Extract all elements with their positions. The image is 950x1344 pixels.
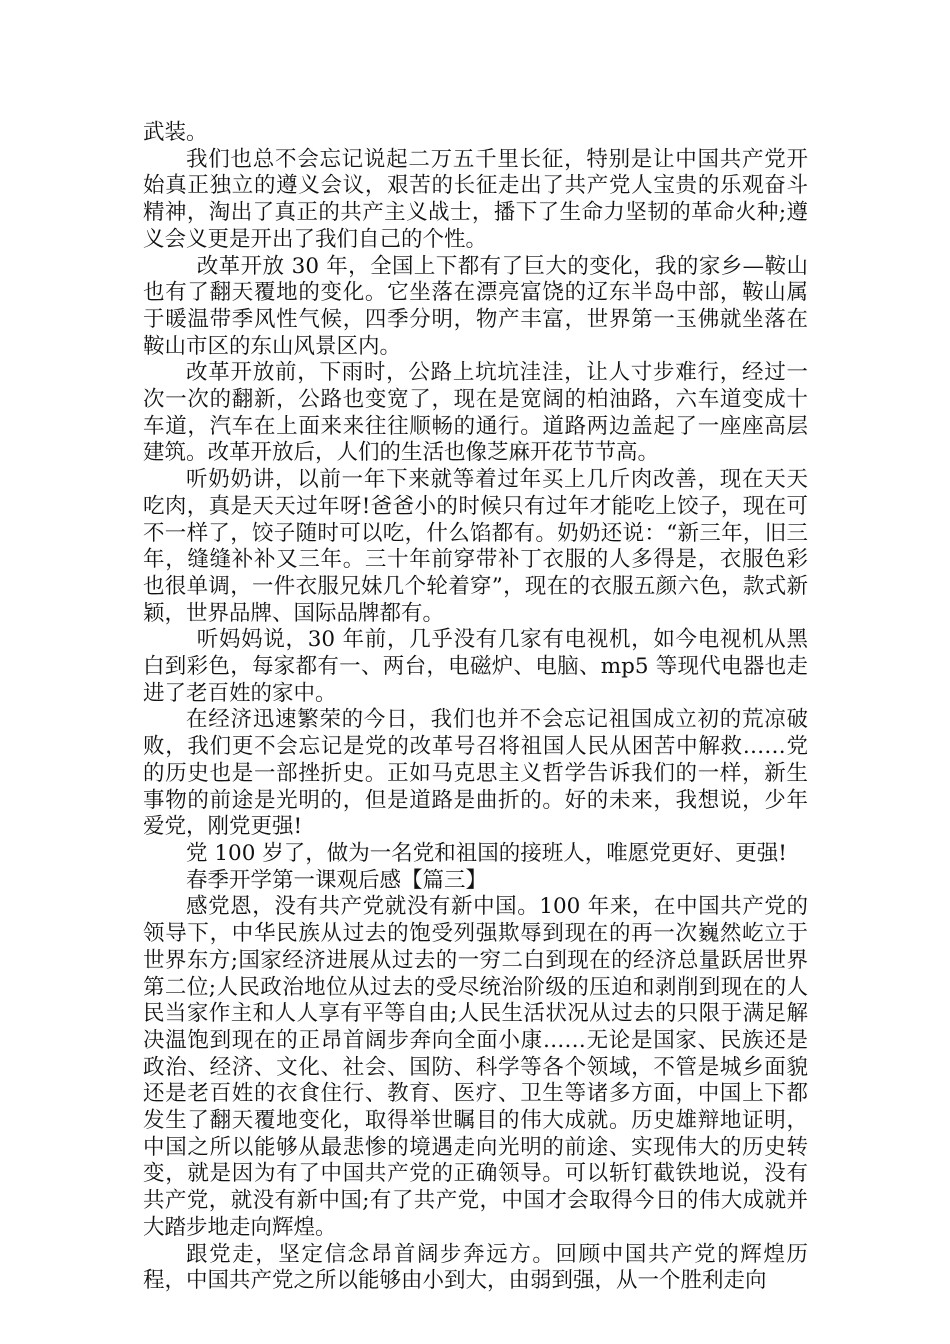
paragraph-long-march: 我们也总不会忘记说起二万五千里长征，特别是让中国共产党开始真正独立的遵义会议，艰苦的长征走出了共产党人宝贵的乐观奋斗精神，淘出了真正的共产主义战士，播下了生命力坚韧的革命火种;遵义会义更是开出了我们自己的个性。 <box>143 146 808 252</box>
paragraph-gratitude: 感党恩，没有共产党就没有新中国。100 年来，在中国共产党的领导下，中华民族从过去的饱受列强欺辱到现在的再一次巍然屹立于世界东方;国家经济进展从过去的一穷二白到现在的经济总量跃居世界第二位;人民政治地位从过去的受尽统治阶级的压迫和剥削到现在的人民当家作主和人人享有平等自由;人民生活状况从过去的只限于满足解决温饱到现在的正昂首阔步奔向全面小康……无论是国家、民族还是政治、经济、文化、社会、国防、科学等各个领域，不管是城乡面貌还是老百姓的衣食住行、教育、医疗、卫生等诸多方面，中国上下都发生了翻天覆地变化，取得举世瞩目的伟大成就。历史雄辩地证明，中国之所以能够从最悲惨的境遇走向光明的前途、实现伟大的历史转变，就是因为有了中国共产党的正确领导。可以斩钉截铁地说，没有共产党，就没有新中国;有了共产党，中国才会取得今日的伟大成就并大踏步地走向辉煌。 <box>143 894 808 1240</box>
paragraph-anshan-hometown: 改革开放 30 年，全国上下都有了巨大的变化，我的家乡—鞍山也有了翻天覆地的变化。它坐落在漂亮富饶的辽东半岛中部，鞍山属于暖温带季风性气候，四季分明，物产丰富，世界第一玉佛就坐落在鞍山市区的东山风景区内。 <box>143 253 808 359</box>
section-heading: 春季开学第一课观后感【篇三】 <box>186 867 488 893</box>
paragraph-grandma: 听奶奶讲，以前一年下来就等着过年买上几斤肉改善，现在天天吃肉，真是天天过年呀!爸爸小的时候只有过年才能吃上饺子，现在可不一样了，饺子随时可以吃，什么馅都有。奶奶还说：“新三年，旧三年，缝缝补补又三年。三十年前穿带补丁衣服的人多得是，衣服色彩也很单调，一件衣服兄妹几个轮着穿”，现在的衣服五颜六色，款式新颖，世界品牌、国际品牌都有。 <box>143 467 808 626</box>
paragraph-economy: 在经济迅速繁荣的今日，我们也并不会忘记祖国成立初的荒凉破败，我们更不会忘记是党的改革号召将祖国人民从困苦中解救……党的历史也是一部挫折史。正如马克思主义哲学告诉我们的一样，新生事物的前途是光明的，但是道路是曲折的。好的未来，我想说，少年爱党，刚党更强! <box>143 707 808 840</box>
paragraph-continuation: 武装。 <box>143 120 208 145</box>
paragraph-mother: 听妈妈说，30 年前，几乎没有几家有电视机，如今电视机从黑白到彩色，每家都有一、两台，电磁炉、电脑、mp5 等现代电器也走进了老百姓的家中。 <box>143 627 808 706</box>
paragraph-follow-party: 跟党走，坚定信念昂首阔步奔远方。回顾中国共产党的辉煌历程，中国共产党之所以能够由小到大，由弱到强，从一个胜利走向 <box>143 1241 808 1294</box>
document-body <box>143 120 808 1295</box>
paragraph-party-100: 党 100 岁了，做为一名党和祖国的接班人，唯愿党更好、更强! <box>186 840 787 866</box>
paragraph-roads: 改革开放前，下雨时，公路上坑坑洼洼，让人寸步难行，经过一次一次的翻新，公路也变宽了，现在是宽阔的柏油路，六车道变成十车道，汽车在上面来来往往顺畅的通行。道路两边盖起了一座座高层建筑。改革开放后，人们的生活也像芝麻开花节节高。 <box>143 360 808 466</box>
